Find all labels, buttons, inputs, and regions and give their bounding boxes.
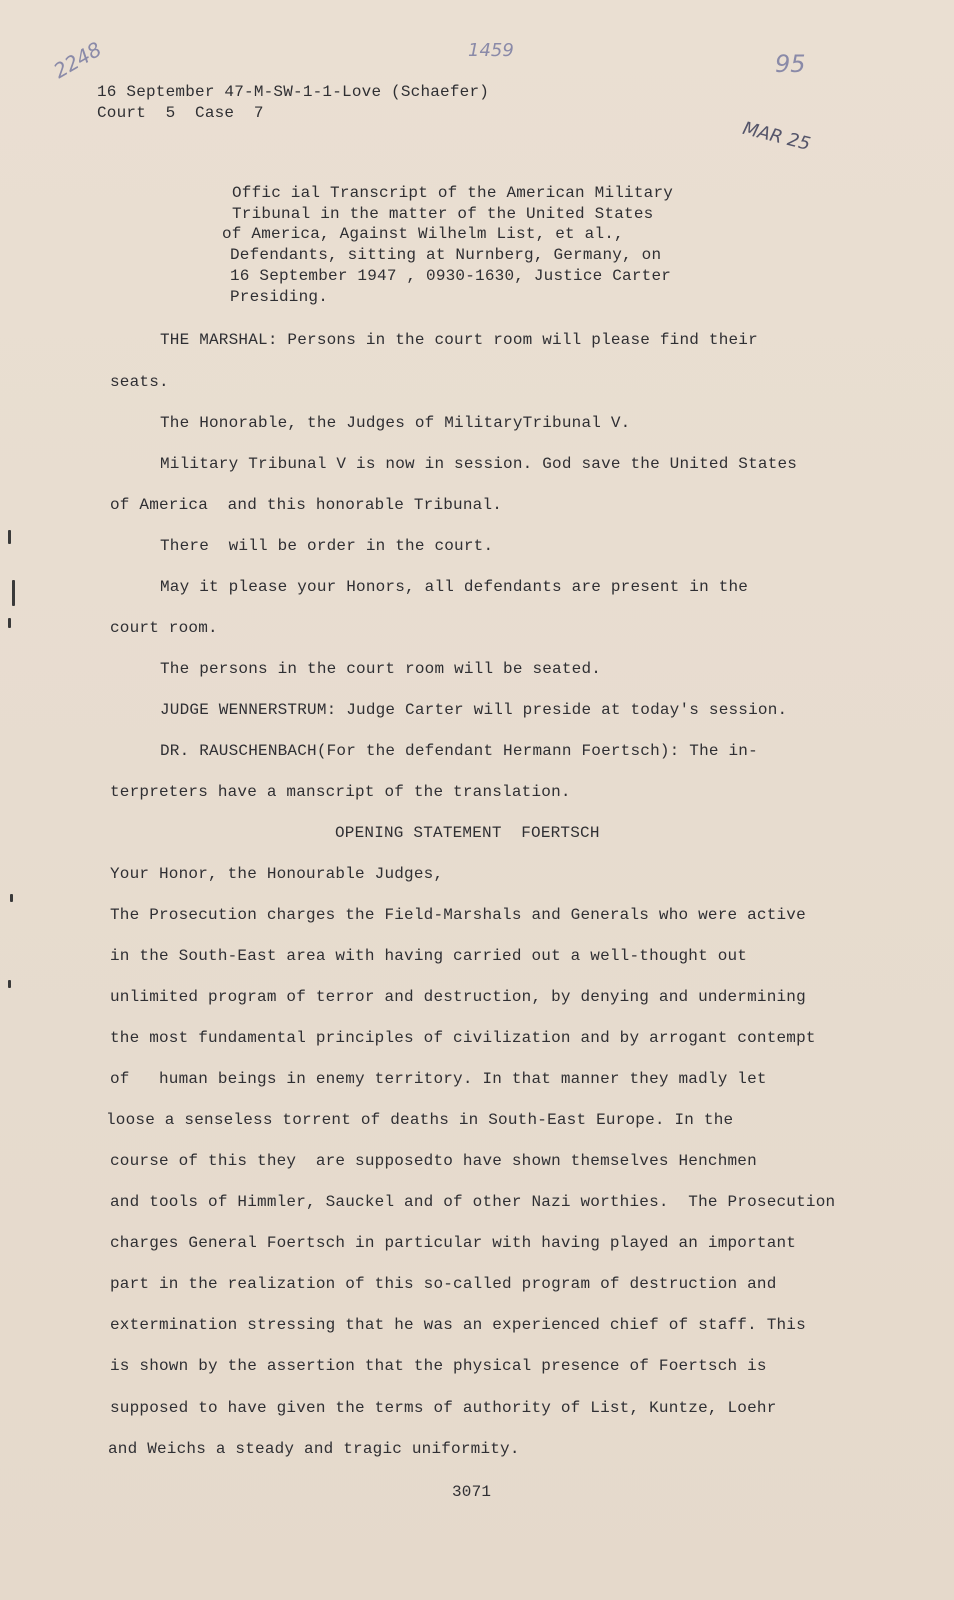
body-line: of human beings in enemy territory. In that manner they madly let <box>110 1070 767 1088</box>
transcript-line: THE MARSHAL: Persons in the court room will please find their <box>160 331 758 349</box>
header-line: 16 September 47-M-SW-1-1-Love (Schaefer) <box>97 83 490 101</box>
body-line: loose a senseless torrent of deaths in South-East Europe. In the <box>106 1111 734 1129</box>
date-stamp: MAR 25 <box>740 117 813 156</box>
transcript-line: JUDGE WENNERSTRUM: Judge Carter will preside at today's session. <box>160 701 788 719</box>
body-line: part in the realization of this so-called program of destruction and <box>110 1275 777 1293</box>
page-number: 3071 <box>452 1483 492 1501</box>
section-title: OPENING STATEMENT FOERTSCH <box>335 824 600 842</box>
body-line: unlimited program of terror and destruction, by denying and undermining <box>110 988 806 1006</box>
caption-line: Defendants, sitting at Nurnberg, Germany, on <box>230 246 662 264</box>
transcript-line: terpreters have a manscript of the translation. <box>110 783 571 801</box>
edge-mark <box>8 618 11 628</box>
body-line: Your Honor, the Honourable Judges, <box>110 865 444 883</box>
body-line: extermination stressing that he was an experienced chief of staff. This <box>110 1316 806 1334</box>
transcript-line: Military Tribunal V is now in session. God save the United States <box>160 455 798 473</box>
body-line: supposed to have given the terms of authority of List, Kuntze, Loehr <box>110 1399 777 1417</box>
body-line: is shown by the assertion that the physical presence of Foertsch is <box>110 1357 767 1375</box>
caption-line: of America, Against Wilhelm List, et al., <box>222 225 624 243</box>
body-line: and tools of Himmler, Sauckel and of other Nazi worthies. The Prosecution <box>110 1193 836 1211</box>
caption-line: Tribunal in the matter of the United States <box>232 205 654 223</box>
transcript-line: court room. <box>110 619 218 637</box>
transcript-line: There will be order in the court. <box>160 537 494 555</box>
body-line: and Weichs a steady and tragic uniformity. <box>108 1440 520 1458</box>
transcript-line: The persons in the court room will be seated. <box>160 660 602 678</box>
edge-mark <box>8 980 11 988</box>
transcript-line: seats. <box>110 373 169 391</box>
body-line: course of this they are supposedto have shown themselves Henchmen <box>110 1152 757 1170</box>
body-line: charges General Foertsch in particular with having played an important <box>110 1234 797 1252</box>
transcript-line: May it please your Honors, all defendants are present in the <box>160 578 749 596</box>
body-line: in the South-East area with having carried out a well-thought out <box>110 947 748 965</box>
transcript-line: of America and this honorable Tribunal. <box>110 496 503 514</box>
edge-mark <box>10 894 13 902</box>
edge-mark <box>8 530 11 544</box>
caption-line: Offic ial Transcript of the American Military <box>232 184 674 202</box>
transcript-line: DR. RAUSCHENBACH(For the defendant Hermann Foertsch): The in- <box>160 742 758 760</box>
transcript-line: The Honorable, the Judges of MilitaryTribunal V. <box>160 414 631 432</box>
handwritten-annotation: 2248 <box>49 36 106 84</box>
caption-line: Presiding. <box>230 288 329 306</box>
handwritten-annotation: 95 <box>775 50 806 78</box>
caption-line: 16 September 1947 , 0930-1630, Justice Carter <box>230 267 672 285</box>
edge-mark <box>12 580 15 606</box>
body-line: The Prosecution charges the Field-Marshals and Generals who were active <box>110 906 806 924</box>
header-line: Court 5 Case 7 <box>97 104 264 122</box>
body-line: the most fundamental principles of civilization and by arrogant contempt <box>110 1029 816 1047</box>
handwritten-annotation: 1459 <box>468 40 514 61</box>
